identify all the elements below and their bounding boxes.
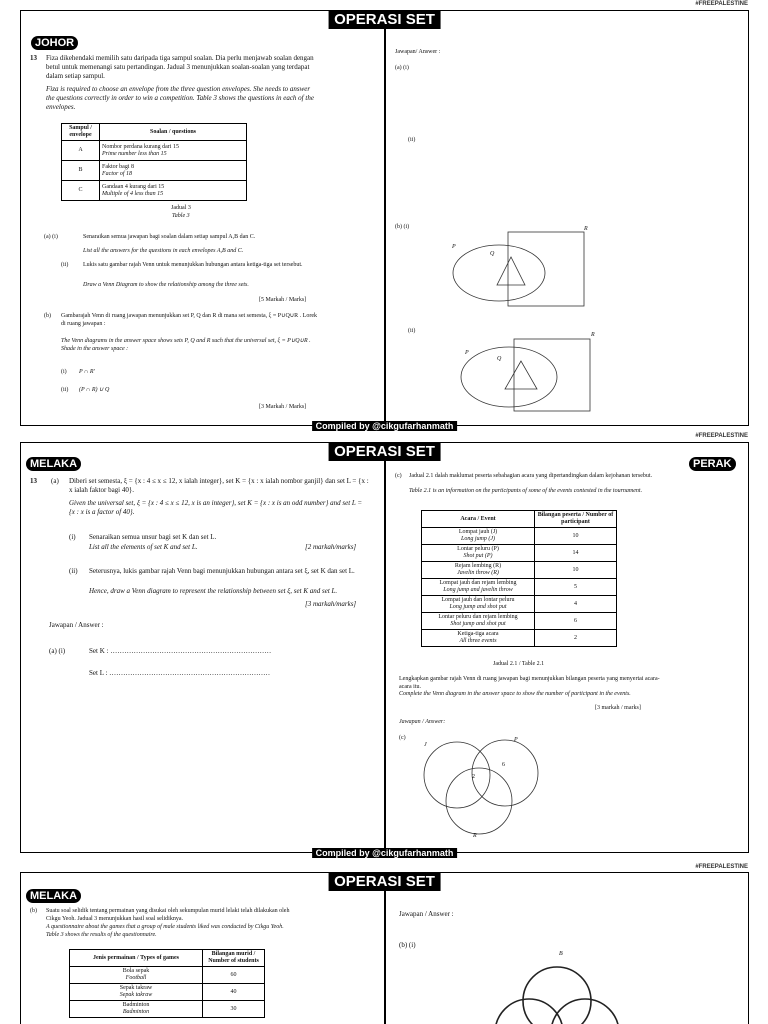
table-row: Lontar peluru (P) Shot put (P) 14 (422, 545, 617, 562)
part-label: (ii) (61, 262, 69, 268)
venn-value: 6 (502, 762, 505, 768)
column-divider (384, 11, 386, 425)
answer-label: (a) (i) (49, 647, 66, 655)
answer-label: (c) (399, 735, 406, 741)
answer-heading: Jawapan / Answer : (399, 910, 454, 918)
answer-heading: Jawapan/ Answer : (395, 49, 441, 55)
events-table (421, 510, 617, 647)
answer-label: (b) (i) (395, 224, 410, 230)
part-label: (b) (44, 313, 51, 319)
table-row: A Nombor perdana kurang dari 15 Prime number less than 15 (62, 141, 247, 161)
part-label: (i) (61, 369, 67, 375)
venn-diagram-b-ii (455, 335, 595, 415)
question-number: 13 (30, 54, 37, 62)
page-1 (20, 10, 749, 431)
table-row: Rejam lembing (R) Javelin throw (R) 10 (422, 562, 617, 579)
set-q-triangle (497, 257, 525, 285)
table-row: Lompat jauh dan rejam lembing Long jump and javelin throw 5 (422, 579, 617, 596)
part-label: (ii) (61, 387, 69, 393)
column-divider (384, 873, 386, 1024)
footer-credit: Compiled by @cikgufarhanmath (312, 421, 458, 431)
venn-diagram-jpr (421, 739, 551, 839)
part-label: (a) (i) (44, 234, 58, 240)
answer-label: (ii) (408, 328, 416, 334)
table-header: Acara / Event (422, 511, 535, 528)
marks-label: [3 Markah / Marks] (259, 404, 307, 410)
table-row: Ketiga-tiga acara All three events 2 (422, 630, 617, 647)
set-r-circle (446, 768, 512, 834)
question-text: Draw a Venn Diagram to show the relationship among the three sets. (83, 282, 249, 288)
table-caption: Jadual 2.1 / Table 2.1 (493, 661, 545, 667)
table-header: Bilangan peserta / Number of participant (535, 511, 617, 528)
footer-credit: Compiled by @cikgufarhanmath (312, 848, 458, 858)
table-caption: Jadual 3 (171, 205, 191, 211)
set-p-circle (472, 740, 538, 806)
page-2 (20, 442, 749, 858)
table-header: Bilangan murid / Number of students (203, 950, 265, 967)
part-label: (a) (51, 477, 59, 485)
question-text: (P ∩ R) ∪ Q (79, 387, 110, 393)
marks-label: [2 markah/marks] (305, 543, 357, 551)
question-text: Lengkapkan gambar rajah Venn di ruang jawapan bagi menunjukkan bilangan peserta yang menyertai acara-acara itu. (399, 676, 660, 690)
question-text: A questionnaire about the games that a group of male students liked was conducted by Cikgu Yeoh. Table 3 shows the results of the questionnaire. (46, 924, 284, 938)
question-text: Complete the Venn diagram in the answer space to show the number of participant in the events. (399, 691, 631, 697)
question-text: Jadual 2.1 dalah maklumat peserta sebahagian acara yang dipertandingkan dalam kejohanan tersebut. (409, 473, 653, 479)
table-row: Sepak takraw Sepak takraw 40 (70, 984, 265, 1001)
set-p-ellipse (461, 347, 557, 407)
games-table (69, 949, 265, 1018)
question-text: Table 2.1 is an information on the participants of some of the events contested in the tournament. (409, 488, 643, 494)
column-divider (384, 443, 386, 852)
envelope-table (61, 123, 247, 201)
hashtag-label: #FREEPALESTINE (695, 433, 748, 439)
set-r-rectangle (514, 339, 590, 411)
intro-malay: Fiza dikehendaki memilih satu daripada tiga sampul soalan. Dia perlu menjawab soalan dengan betul untuk memenangi satu pertandingan. Jadual 3 menunjukkan soalan-soalan yang terdapat dalam setiap sampul. (46, 54, 314, 80)
question-text: Seterusnya, lukis gambar rajah Venn bagi menunjukkan hubungan antara set ξ, set K dan set L. (89, 567, 355, 575)
answer-heading: Jawapan / Answer: (399, 719, 446, 725)
question-text: Suatu soal selidik tentang permainan yang disukai oleh sekumpulan murid lelaki telah dilakukan oleh Cikgu Yeoh. Jadual 3 menunjukkan hasil soal selidiknya. (46, 908, 290, 922)
question-text: The Venn diagrams in the answer space shows sets P, Q and R such that the universal set, ξ = P∪Q∪R . Shade in the answer space : (61, 338, 311, 352)
answer-label: (ii) (408, 137, 416, 143)
venn-label-q: Q (490, 251, 495, 257)
question-text: List all the elements of set K and set L. (89, 543, 198, 551)
state-badge: MELAKA (26, 889, 81, 903)
question-text: Lukis satu gambar rajah Venn untuk menunjukkan hubungan antara ketiga-tiga set tersebut. (83, 262, 303, 268)
answer-heading: Jawapan / Answer : (49, 621, 104, 629)
answer-blank-l: Set L : …………………………………………………………… (89, 669, 271, 677)
table-row: Lompat jauh (J) Long jump (J) 10 (422, 528, 617, 545)
marks-label: [3 markah/marks] (305, 600, 357, 608)
set-p-ellipse (453, 245, 545, 301)
question-text: List all the answers for the questions in each envelopes A,B and C. (83, 248, 244, 254)
venn-label-q: Q (497, 356, 502, 362)
answer-label: (b) (i) (399, 941, 416, 949)
state-badge: MELAKA (26, 457, 81, 471)
page-title: OPERASI SET (328, 872, 441, 891)
table-row: Badminton Badminton 30 (70, 1001, 265, 1018)
venn-label-r: R (473, 833, 477, 839)
question-text: Diberi set semesta, ξ = {x : 4 ≤ x ≤ 12, x ialah integer}, set K = {x : x ialah nombor ganjil} dan set L = {x : x ialah faktor bagi 40}. (69, 477, 369, 494)
answer-label: (a) (i) (395, 65, 409, 71)
venn-label-p: P (452, 244, 456, 250)
page-title: OPERASI SET (328, 10, 441, 29)
venn-diagram-games (491, 961, 621, 1024)
hashtag-label: #FREEPALESTINE (695, 1, 748, 7)
table-row: Lompat jauh dan lontar peluru Long jump and shot put 4 (422, 596, 617, 613)
venn-diagram-b-i (451, 229, 591, 309)
part-label: (ii) (69, 567, 78, 575)
table-header: Jenis permainan / Types of games (70, 950, 203, 967)
table-row: B Faktor bagi 8 Factor of 18 (62, 161, 247, 181)
table-header: Sampul / envelope (62, 124, 100, 141)
set-b-circle (523, 967, 591, 1024)
question-number: 13 (30, 477, 37, 485)
venn-label-p: P (465, 350, 469, 356)
part-label: (i) (69, 533, 76, 541)
part-label: (b) (30, 908, 37, 914)
table-row: Lontar peluru dan rejam lembing Shot jump and shot put 6 (422, 613, 617, 630)
venn-label-j: J (424, 742, 427, 748)
state-badge: JOHOR (31, 36, 78, 50)
question-text: Hence, draw a Venn diagram to represent the relationship between set ξ, set K and set L. (89, 587, 338, 595)
table-caption: Table 3 (172, 213, 190, 219)
marks-label: [3 markah / marks] (595, 705, 641, 711)
venn-value: 2 (472, 774, 475, 780)
set-q-triangle (505, 361, 537, 389)
set-r-rectangle (508, 232, 584, 306)
question-text: P ∩ R' (79, 369, 95, 375)
table-row: C Gandaan 4 kurang dari 15 Multiple of 4 less than 15 (62, 181, 247, 201)
state-badge: PERAK (689, 457, 736, 471)
page-3 (20, 872, 749, 1024)
question-text: Senaraikan semua unsur bagi set K dan set L. (89, 533, 217, 541)
part-label: (c) (395, 473, 402, 479)
venn-label-r: R (591, 332, 595, 338)
intro-english: Fiza is required to choose an envelope from the three question envelopes. She needs to answer the questions correctly in order to win a competition. Table 3 shows the questions in each of the envelopes. (46, 85, 314, 111)
question-text: Senaraikan semua jawapan bagi soalan dalam setiap sampul A,B dan C. (83, 234, 256, 240)
venn-label-r: R (584, 226, 588, 232)
page-title: OPERASI SET (328, 442, 441, 461)
question-text: Gambarajah Venn di ruang jawapan menunjukkan set P, Q dan R di mana set semesta, ξ = P∪Q∪R . Lorek di ruang jawapan : (61, 313, 318, 327)
marks-label: [5 Markah / Marks] (259, 297, 307, 303)
table-header: Soalan / questions (100, 124, 247, 141)
venn-label-b: B (559, 951, 563, 957)
table-row: Bola sepak Football 60 (70, 967, 265, 984)
hashtag-label: #FREEPALESTINE (695, 864, 748, 870)
answer-blank-k: Set K : …………………………………………………………… (89, 647, 272, 655)
question-text: Given the universal set, ξ = {x : 4 ≤ x ≤ 12, x is an integer}, set K = {x : x is an odd number} and set L = {x : x is a factor of 40}. (69, 499, 363, 516)
venn-label-p: P (514, 737, 518, 743)
